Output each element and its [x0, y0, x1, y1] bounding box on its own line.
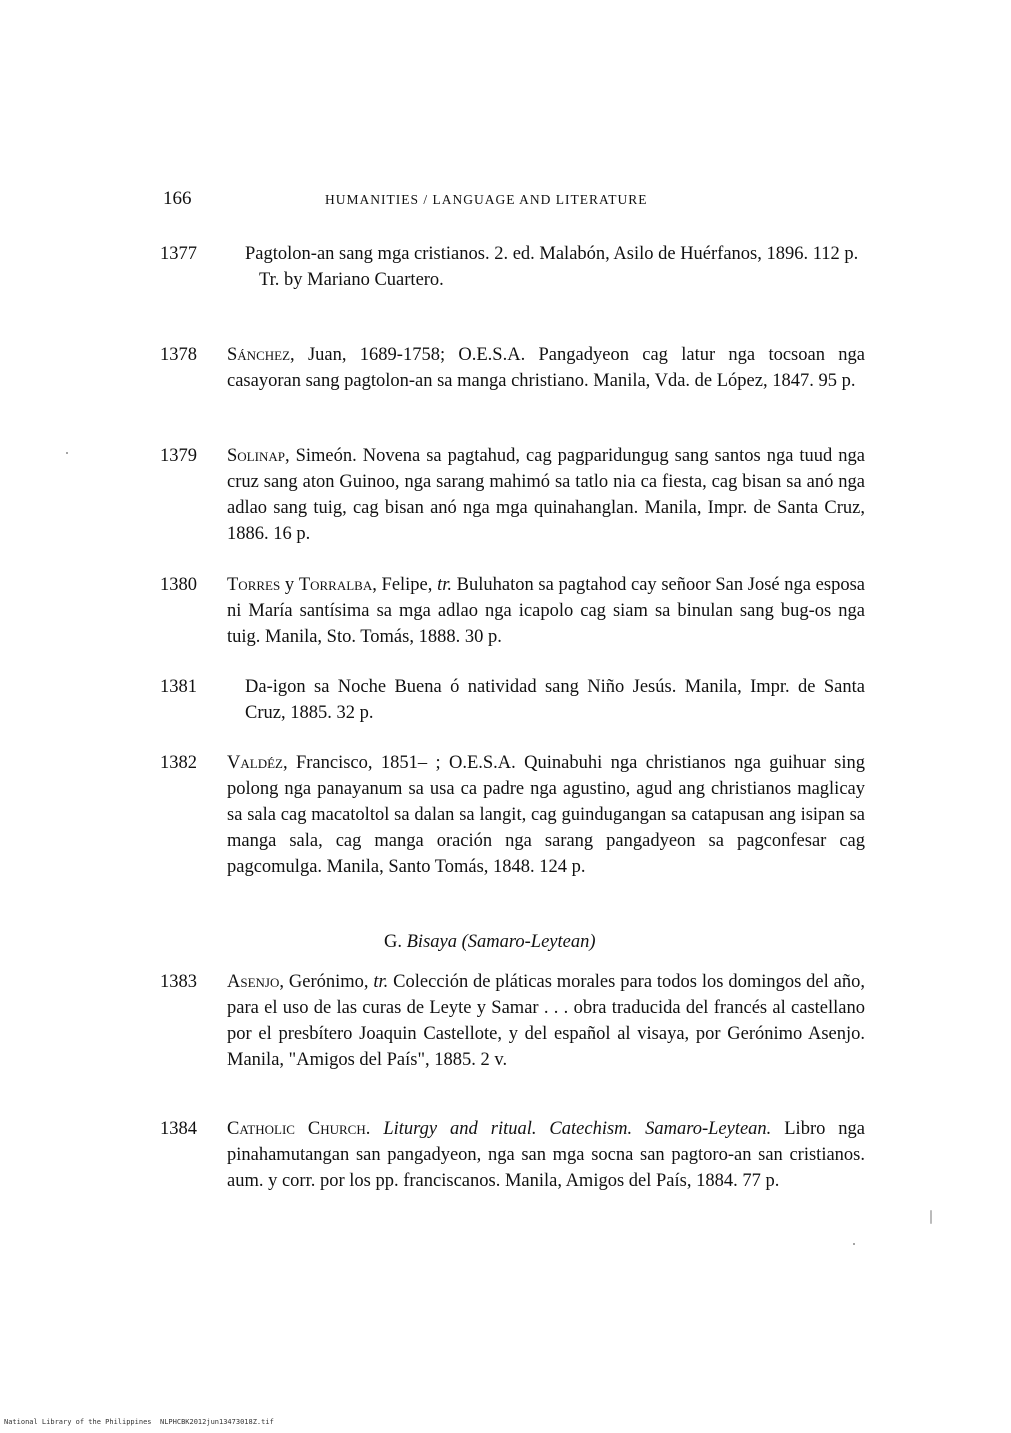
entry-author-rest: , Felipe, [372, 575, 438, 595]
entry-1377 [160, 241, 865, 293]
entry-author-2: Torralba [298, 575, 373, 595]
entry-author-rest: . [365, 1119, 384, 1139]
scan-speck [66, 452, 68, 454]
entry-author: Torres [227, 575, 281, 595]
entry-text [227, 969, 865, 1073]
entry-1379 [160, 443, 865, 547]
entry-author-rest: , Simeón. [284, 446, 363, 466]
entry-author: Valdéz [227, 753, 283, 773]
entry-note: Tr. by Mariano Cuartero. [259, 270, 444, 290]
entry-1382 [160, 750, 865, 880]
page-number: 166 [163, 188, 192, 209]
entry-author-rest: , Gerónimo, [279, 972, 374, 992]
entry-number: 1378 [160, 345, 197, 365]
entry-1381 [160, 674, 865, 726]
entry-text [227, 443, 865, 547]
entry-body: Libro nga pinahamutangan san pangadyeon, nga san mga socna san pagtoro-an san cristianos. aum. y corr. por los pp. franciscanos. Manila, Amigos del País, 1884. 77 p. [227, 1119, 866, 1191]
entry-body: Buluhaton sa pagtahod cay señoor San José nga esposa ni María santísima sa mga adlao nga icapolo cag siam sa binulan sang bug-os nga tuig. Manila, Sto. Tomás, 1888. 30 p. [227, 575, 865, 647]
entry-author-mid: y [280, 575, 299, 595]
entry-number: 1382 [160, 753, 197, 773]
entry-number: 1380 [160, 575, 197, 595]
entry-number: 1384 [160, 1119, 197, 1139]
footer-filename: NLPHCBK2012jun13473018Z.tif [160, 1418, 274, 1426]
footer-library: National Library of the Philippines [4, 1418, 152, 1426]
entry-body: Pangadyeon cag latur nga tocsoan nga casayoran sang pagtolon-an sa manga christiano. Manila, Vda. de López, 1847. 95 p. [227, 345, 865, 391]
entry-text [245, 241, 865, 293]
entry-author: Asenjo [227, 972, 280, 992]
scan-speck [853, 1243, 855, 1245]
entry-body: Pagtolon-an sang mga cristianos. 2. ed. Malabón, Asilo de Huérfanos, 1896. 112 p. [245, 244, 859, 264]
entry-author-rest: , Francisco, 1851– ; O.E.S.A. [282, 753, 525, 773]
section-letter: G. [384, 932, 402, 952]
entry-role: tr. [373, 972, 389, 992]
entry-author-rest: , Juan, 1689-1758; O.E.S.A. [290, 345, 539, 365]
entry-text [245, 674, 865, 726]
running-head: HUMANITIES / LANGUAGE AND LITERATURE [325, 192, 648, 207]
entry-body: Quinabuhi nga christianos nga guihuar sing polong nga panayanum sa usa ca padre nga agustino, agud ang christianos maglicay sa sala cag macatoltol sa dalan sa langit, cag guindugangan sa catapusan ang isipan sa manga sala, cag manga oración nga sarang pangadyeon sa pagconfesar cag pagcomulga. Manila, Santo Tomás, 1848. 124 p. [227, 753, 865, 877]
entry-author: Catholic Church [227, 1119, 366, 1139]
entry-italic-heading: Liturgy and ritual. Catechism. Samaro-Leytean. [383, 1119, 772, 1139]
entry-text [227, 1116, 865, 1194]
scan-speck [930, 1210, 932, 1224]
entry-body: Novena sa pagtahud, cag pagparidungug sang santos nga tuud nga cruz sang aton Guinoo, nga sarang mahimó sa tatlo nia ca fiesta, cag bisan sa anó nga adlao sang tuig, cag bisan anó nga mga quinahanglan. Manila, Impr. de Santa Cruz, 1886. 16 p. [227, 446, 865, 544]
entry-role: tr. [437, 575, 452, 595]
entry-1384 [160, 1116, 865, 1194]
section-title: Bisaya (Samaro-Leytean) [406, 932, 596, 952]
entry-text [227, 572, 865, 650]
entry-number: 1377 [160, 244, 197, 264]
entry-author: Solinap [227, 446, 285, 466]
section-heading [384, 932, 596, 953]
entry-author: Sánchez [227, 345, 291, 365]
entry-body: Da-igon sa Noche Buena ó natividad sang Niño Jesús. Manila, Impr. de Santa Cruz, 1885. 32 p. [245, 677, 865, 723]
entry-1383 [160, 969, 865, 1073]
entry-body: Colección de pláticas morales para todos los domingos del año, para el uso de las curas de Leyte y Samar . . . obra traducida del francés al castellano por el presbítero Joaquin Castellote, y del español al visaya, por Gerónimo Asenjo. Manila, "Amigos del País", 1885. 2 v. [227, 972, 865, 1070]
entry-1378 [160, 342, 865, 394]
entry-1380 [160, 572, 865, 650]
entry-number: 1383 [160, 972, 197, 992]
entry-text [227, 750, 865, 880]
entry-text [227, 342, 865, 394]
entry-number: 1379 [160, 446, 197, 466]
entry-number: 1381 [160, 677, 197, 697]
